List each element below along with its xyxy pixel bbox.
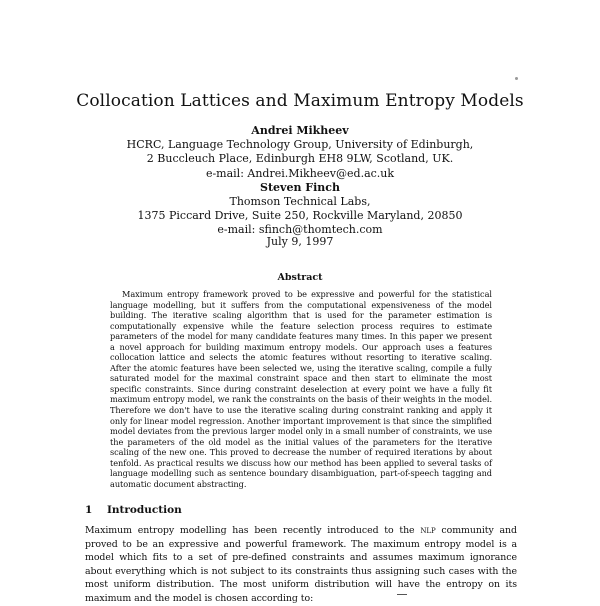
author-email: e-mail: Andrei.Mikheev@ed.ac.uk <box>205 166 395 180</box>
author-block <box>0 124 600 238</box>
section-number: 1 <box>85 504 93 516</box>
nlp-acronym: nlp <box>420 525 436 536</box>
author-address: 1375 Piccard Drive, Suite 250, Rockville Maryland, 20850 <box>137 209 463 223</box>
section-title: Introduction <box>107 504 182 516</box>
intro-text-before: Maximum entropy modelling has been recently introduced to the <box>85 525 421 536</box>
author-email: e-mail: sfinch@thomtech.com <box>217 223 383 237</box>
section-body <box>85 524 517 606</box>
abstract-body <box>110 289 492 489</box>
author-affiliation: HCRC, Language Technology Group, University of Edinburgh, <box>126 138 474 152</box>
intro-paragraph <box>85 524 517 606</box>
scan-speck <box>515 77 518 80</box>
author-affiliation: Thomson Technical Labs, <box>229 195 371 209</box>
author-name: Steven Finch <box>260 180 340 194</box>
formula-fragment <box>397 594 407 595</box>
abstract-text: Maximum entropy framework proved to be expressive and powerful for the statistical language modelling, but it suffers from the computational expensiveness of the model building. The iterative scaling algorithm that is used for the parameter estimation is computationally expensive while the feature selection process requires to estimate parameters of the model for many candidate features many times. In this paper we present a novel approach for building maximum entropy models. Our approach uses a features collocation lattice and selects the atomic features without resorting to iterative scaling. After the atomic features have been selected we, using the iterative scaling, compile a fully saturated model for the maximal constraint space and then start to eliminate the most specific constraints. Since during constraint deselection at every point we have a fully fit maximum entropy model, we rank the constraints on the basis of their weights in the model. Therefore we don't have to use the iterative scaling during constraint ranking and apply it only for linear model regression. Another important improvement is that since the simplified model deviates from the previous larger model only in a small number of constraints, we use the parameters of the old model as the initial values of the parameters for the iterative scaling of the new one. This proved to decrease the number of required iterations by about tenfold. As practical results we discuss how our method has been applied to several tasks of language modelling such as sentence boundary disambiguation, part-of-speech tagging and automatic document abstracting. <box>110 289 492 489</box>
author-name: Andrei Mikheev <box>251 124 349 137</box>
section-heading <box>85 504 182 516</box>
abstract-heading: Abstract <box>277 272 323 283</box>
author-address: 2 Buccleuch Place, Edinburgh EH8 9LW, Scotland, UK. <box>146 152 454 166</box>
paper-title: Collocation Lattices and Maximum Entropy Models <box>76 91 524 111</box>
paper-date: July 9, 1997 <box>266 235 334 248</box>
intro-text-after: community and proved to be an expressive and powerful framework. The maximum entropy model is a model which fits to a set of pre-defined constraints and assumes maximum ignorance about everything which is not subject to its constraints thus assigning such cases with the most uniform distribution. The most uniform distribution will have the entropy on its maximum and the model is chosen according to: <box>85 525 517 604</box>
